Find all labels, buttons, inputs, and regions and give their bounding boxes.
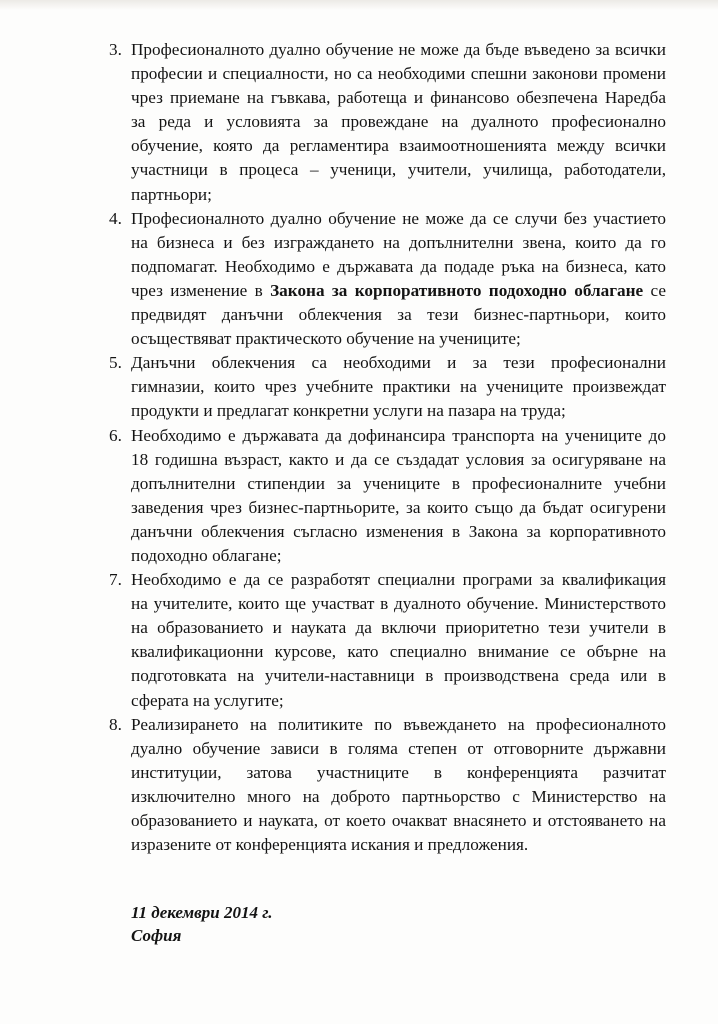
text-line: гимназии, които чрез учебните практики на учениците произвеждат [131,377,666,397]
text-line: 18 годишна възраст, както и да се създадат условия за осигуряване на [131,449,666,469]
text-line-with-bold [131,279,666,303]
list-item-number: 3. [109,40,122,59]
list-item-6 [109,424,666,569]
text-line: сферата на услугите; [131,690,284,710]
text-line: предвидят данъчни облекчения за тези бизнес-партньори, които [131,305,666,325]
text-line: изразените от конференцията искания и предложения. [131,835,529,855]
text-line: Реализирането на политиките по въвеждането на професионалното [131,714,666,734]
text-line: Професионалното дуално обучение не може да се случи без участието [131,208,666,228]
numbered-list [0,38,718,857]
text-line: данъчни облекчения съгласно изменения в Закона за корпоративното [131,521,666,541]
text-line: на образованието и науката да включи приоритетно тези учители в [131,618,666,638]
list-item-number: 6. [109,425,122,445]
text-segment: се [650,280,666,300]
text-line: продукти и предлагат конкретни услуги на пазара на труда; [131,401,566,421]
list-item-number: 5. [109,353,122,373]
text-line: заведения чрез бизнес-партньорите, за които също да бъдат осигурени [131,497,666,517]
text-line: обучение, която да регламентира взаимоотношенията между всички [131,136,666,156]
signature-block [131,901,273,947]
list-item-number: 4. [109,208,122,228]
text-line: изключително много на доброто партньорство с Министерство на [131,786,666,806]
list-item-8 [109,713,666,858]
scan-edge-shadow [0,0,718,10]
text-line: на бизнеса и без изграждането на допълнителни звена, които да го [131,232,666,252]
text-line: подпомагат. Необходимо е държавата да подаде ръка на бизнеса, като [131,256,666,276]
list-item-4 [109,207,666,352]
list-item-7 [109,568,666,713]
text-segment: чрез изменение в [131,280,263,300]
document-date: 11 декември 2014 г. [131,903,273,922]
text-line: на учителите, които ще участват в дуалното обучение. Министерството [131,594,666,614]
text-line: за реда и условията за провеждане на дуалното професионално [131,112,666,132]
text-line: квалификационни курсове, като специално внимание се обърне на [131,642,666,662]
text-line: образованието и науката, от което очакват внасянето и отстояването на [131,811,666,830]
text-line: допълнителни стипендии за учениците в професионалните учебни [131,473,666,493]
document-city: София [131,926,182,945]
text-line: чрез приемане на гъвкава, работеща и финансово обезпечена Наредба [131,88,666,108]
law-title-bold: Закона за корпоративното подоходно облагане [270,280,644,300]
text-line: дуално обучение зависи в голяма степен от отговорните държавни [131,738,666,758]
text-line: участници в процеса – ученици, учители, училища, работодатели, [131,160,666,180]
text-line: партньори; [131,184,212,204]
text-line: Необходимо е да се разработят специални програми за квалификация [131,570,666,590]
list-item-number: 8. [109,714,122,734]
text-line: подготовката на учители-наставници в производствена среда или в [131,666,666,686]
text-line: институции, затова участниците в конференцията разчитат [131,762,666,782]
list-item-5 [109,351,666,423]
text-line: Данъчни облекчения са необходими и за тези професионални [131,353,666,373]
text-line: Необходимо е държавата да дофинансира транспорта на учениците до [131,425,666,445]
text-line: осъществяват практическото обучение на учениците; [131,329,521,349]
list-item-3 [109,38,666,207]
text-line: Професионалното дуално обучение не може да бъде въведено за всички [131,40,666,59]
text-line: професии и специалности, но са необходими спешни законови промени [131,64,666,84]
list-item-number: 7. [109,570,122,590]
text-line: подоходно облагане; [131,545,282,565]
